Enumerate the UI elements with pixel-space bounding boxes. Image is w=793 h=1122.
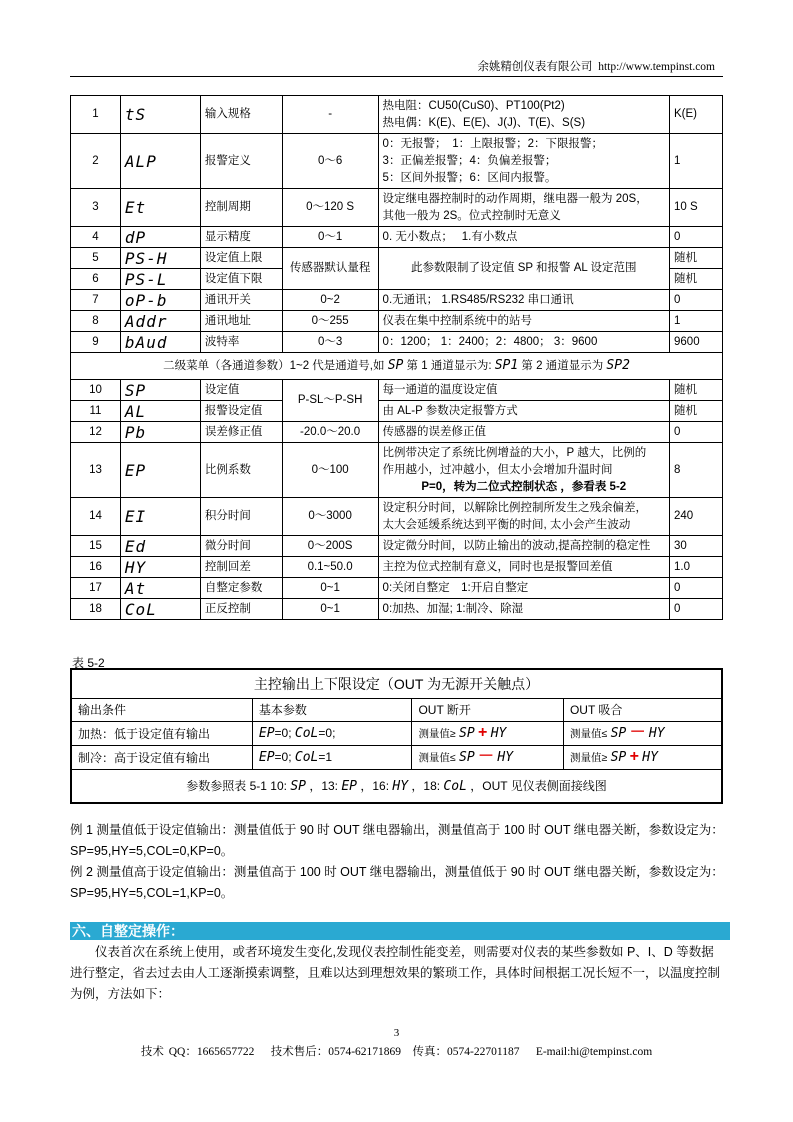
param-range: P-SL～P-SH: [282, 380, 378, 422]
row-number: 17: [71, 578, 121, 599]
submenu-text: 第 1 通道显示为:: [406, 360, 492, 372]
param-range: 0~1: [282, 599, 378, 620]
param-default: 0: [670, 599, 723, 620]
row-number: 9: [71, 332, 121, 353]
param-range: 0~2: [282, 290, 378, 311]
table-row: [71, 722, 722, 746]
table-row: [71, 380, 723, 401]
on-prefix: 测量值≤: [569, 728, 608, 740]
param-code: Pb: [120, 422, 200, 443]
param-desc: [378, 380, 669, 401]
param-default: 随机: [670, 269, 723, 290]
output-condition: 制冷：高于设定值有输出: [71, 746, 252, 770]
param-default: 9600: [670, 332, 723, 353]
row-number: 7: [71, 290, 121, 311]
param-desc-text: 此参数限制了设定值 SP 和报警 AL 设定范围: [411, 262, 637, 274]
row-number: 3: [71, 189, 121, 227]
param-desc: [378, 599, 669, 620]
param-range: 0~1: [282, 578, 378, 599]
page-footer: 技术 QQ：1665657722 技术售后：0574-62171869 传真：0574-22701187 E-mail:hi@tempinst.com: [140, 1046, 653, 1058]
table-row: [71, 746, 722, 770]
table-row: [71, 248, 723, 269]
param-code: dP: [120, 227, 200, 248]
param-desc-text: 设定积分时间，以解除比例控制所发生之残余偏差， 太大会延缓系统达到平衡的时间, 太小会产生波动: [382, 501, 648, 531]
section-heading: [70, 922, 730, 940]
param-range: -: [282, 96, 378, 134]
param-default: 0: [670, 578, 723, 599]
submenu-row: [71, 353, 723, 380]
table-row: [71, 422, 723, 443]
row-number: 11: [71, 401, 121, 422]
param-default: K(E): [670, 96, 723, 134]
note-text: ，OUT 见仪表侧面接线图: [470, 778, 607, 793]
param-name: 显示精度: [200, 227, 282, 248]
param-default: 1.0: [670, 557, 723, 578]
param-desc-text: 仪表在集中控制系统中的站号: [382, 314, 533, 327]
submenu-text: 第 2 通道显示为: [521, 360, 604, 372]
basic-params: [252, 746, 412, 770]
row-number: 8: [71, 311, 121, 332]
param-code: SP: [120, 380, 200, 401]
param-code: AL: [120, 401, 200, 422]
param-desc: [378, 332, 669, 353]
param-name: 波特率: [200, 332, 282, 353]
param-name: 报警设定值: [200, 401, 282, 422]
param-desc: [378, 227, 669, 248]
param-code: PS-L: [120, 269, 200, 290]
submenu-code: SP2: [606, 358, 630, 373]
param-desc: [378, 248, 669, 290]
param-desc-text: 0:加热、加湿; 1:制冷、除湿: [382, 602, 524, 615]
param-desc-text: 0:关闭自整定 1:开启自整定: [382, 581, 529, 594]
param-name: 设定值上限: [200, 248, 282, 269]
section-body: 仪表首次在系统上使用，或者环境发生变化,发现仪表控制性能变差，则需要对仪表的某些参数如 P、I、D 等数据进行整定，省去过去由人工逐渐摸索调整，且难以达到理想效果的繁琐工作，具体时间根据工况长短不一，以温度控制为例，方法如下：: [70, 945, 721, 1001]
param-range: 0～255: [282, 311, 378, 332]
column-header: 基本参数: [252, 699, 412, 722]
param-desc-text: 0. 无小数点； 1.有小数点: [382, 230, 518, 243]
row-number: 13: [71, 443, 121, 498]
table-row: [71, 134, 723, 189]
param-code: At: [120, 578, 200, 599]
param-desc-text: 设定微分时间，以防止输出的波动,提高控制的稳定性: [382, 539, 651, 552]
param-desc: [378, 422, 669, 443]
row-number: 16: [71, 557, 121, 578]
param-desc: [378, 401, 669, 422]
column-header: 输出条件: [71, 699, 252, 722]
param-range: -20.0～20.0: [282, 422, 378, 443]
param-name: 正反控制: [200, 599, 282, 620]
table-row: [71, 536, 723, 557]
company-name: 余姚精创仪表有限公司: [477, 61, 593, 73]
param-code: EP: [258, 750, 275, 765]
operator-sign: +: [629, 748, 639, 765]
param-value: =0;: [274, 726, 292, 740]
row-number: 12: [71, 422, 121, 443]
param-desc: [378, 96, 669, 134]
param-default: 随机: [670, 401, 723, 422]
param-desc: [378, 443, 669, 498]
on-prefix: 测量值≥: [569, 752, 608, 764]
param-code: oP-b: [120, 290, 200, 311]
row-number: 1: [71, 96, 121, 134]
param-name: 控制周期: [200, 189, 282, 227]
param-code: SP: [459, 726, 475, 741]
row-number: 14: [71, 498, 121, 536]
table-row: [71, 599, 723, 620]
param-desc: [378, 557, 669, 578]
param-default: 0: [670, 227, 723, 248]
column-header: OUT 断开: [412, 699, 564, 722]
param-default: 随机: [670, 380, 723, 401]
note-code: CoL: [443, 778, 467, 794]
table-row: [71, 557, 723, 578]
table-row: [71, 401, 723, 422]
table-row: [71, 311, 723, 332]
out-off-cond: [412, 746, 564, 770]
note-code: SP: [290, 778, 306, 794]
company-url: http://www.tempinst.com: [598, 61, 715, 73]
param-value: =1: [318, 750, 333, 764]
param-desc-text: 每一通道的温度设定值: [382, 383, 498, 396]
row-number: 10: [71, 380, 121, 401]
param-name: 积分时间: [200, 498, 282, 536]
param-desc-note: P=0，转为二位式控制状态 ，参看表 5-2: [421, 480, 627, 493]
table-row: [71, 290, 723, 311]
param-code: Et: [120, 189, 200, 227]
note-text: ，16:: [360, 778, 390, 793]
param-default: 240: [670, 498, 723, 536]
param-default: 随机: [670, 248, 723, 269]
example-2: 例 2 测量值高于设定值输出：测量值高于 100 时 OUT 继电器输出，测量值低于 90 时 OUT 继电器关断，参数设定为：SP=95,HY=5,COL=1,KP=0。: [70, 865, 724, 900]
param-name: 通讯开关: [200, 290, 282, 311]
note-text: ，13:: [309, 778, 339, 793]
row-number: 4: [71, 227, 121, 248]
param-code: CoL: [120, 599, 200, 620]
param-name: 报警定义: [200, 134, 282, 189]
off-prefix: 测量值≥: [418, 728, 456, 740]
param-desc: [378, 498, 669, 536]
param-desc: [378, 189, 669, 227]
output-table-title: 主控输出上下限设定（OUT 为无源开关触点）: [71, 669, 722, 699]
note-code: HY: [392, 778, 409, 794]
output-note-row: [71, 770, 722, 804]
row-number: 6: [71, 269, 121, 290]
section-title: 六、自整定操作：: [72, 923, 184, 939]
output-condition: 加热：低于设定值有输出: [71, 722, 252, 746]
param-desc-text: 由 AL-P 参数决定报警方式: [382, 404, 518, 417]
param-code: HY: [497, 750, 514, 765]
param-desc-text: 设定继电器控制时的动作周期，继电器一般为 20S， 其他一般为 2S。位式控制时无意义: [382, 192, 648, 222]
table-label: 表 5-2: [72, 656, 105, 670]
submenu-text: 二级菜单（各通道参数）1~2 代是通道号,如: [163, 360, 385, 372]
param-name: 通讯地址: [200, 311, 282, 332]
table-row: [71, 189, 723, 227]
param-desc: [378, 536, 669, 557]
param-desc-text: 传感器的误差修正值: [382, 425, 487, 438]
param-range: 0～100: [282, 443, 378, 498]
param-name: 设定值: [200, 380, 282, 401]
row-number: 5: [71, 248, 121, 269]
param-code: HY: [490, 726, 507, 741]
column-header: OUT 吸合: [563, 699, 722, 722]
out-on-cond: [563, 722, 722, 746]
param-range: 0～3: [282, 332, 378, 353]
param-range: 0～120 S: [282, 189, 378, 227]
table-row: [71, 443, 723, 498]
param-range: 0～3000: [282, 498, 378, 536]
param-default: 8: [670, 443, 723, 498]
table-row: [71, 498, 723, 536]
param-range: 0.1~50.0: [282, 557, 378, 578]
table-row: [71, 578, 723, 599]
note-text: ，18:: [411, 778, 441, 793]
param-code: bAud: [120, 332, 200, 353]
param-code: tS: [120, 96, 200, 134]
param-range: 传感器默认量程: [282, 248, 378, 290]
param-name: 微分时间: [200, 536, 282, 557]
parameter-table: [70, 95, 723, 620]
param-code: SP: [610, 726, 627, 741]
table-row: [71, 96, 723, 134]
out-off-cond: [412, 722, 564, 746]
page-number: 3: [393, 1027, 400, 1039]
output-table: [70, 668, 723, 804]
param-default: 0: [670, 290, 723, 311]
param-code: Addr: [120, 311, 200, 332]
param-code: EI: [120, 498, 200, 536]
param-code: Ed: [120, 536, 200, 557]
page-header: [477, 58, 715, 74]
header-divider: [70, 76, 723, 77]
out-on-cond: [563, 746, 722, 770]
param-default: 1: [670, 311, 723, 332]
table-row: [71, 227, 723, 248]
param-code: EP: [120, 443, 200, 498]
param-code: EP: [258, 726, 275, 741]
operator-sign: －: [478, 748, 495, 765]
param-name: 控制回差: [200, 557, 282, 578]
row-number: 2: [71, 134, 121, 189]
param-code: SP: [459, 750, 475, 765]
param-code: CoL: [294, 726, 319, 741]
param-default: 10 S: [670, 189, 723, 227]
param-code: ALP: [120, 134, 200, 189]
row-number: 18: [71, 599, 121, 620]
submenu-code: SP: [387, 358, 404, 373]
param-desc: [378, 578, 669, 599]
param-range: 0～200S: [282, 536, 378, 557]
off-prefix: 测量值≤: [418, 752, 456, 764]
param-desc-text: 主控为位式控制有意义，同时也是报警回差值: [382, 560, 613, 573]
param-desc-text: 比例带决定了系统比例增益的大小，P 越大，比例的 作用越小，过冲越小，但太小会增加升温时间: [382, 446, 647, 476]
param-desc: [378, 134, 669, 189]
note-code: EP: [341, 778, 358, 794]
note-text: 参数参照表 5-1 10:: [186, 778, 287, 793]
param-desc-text: 0.无通讯； 1.RS485/RS232 串口通讯: [382, 293, 574, 306]
param-name: 误差修正值: [200, 422, 282, 443]
param-default: 1: [670, 134, 723, 189]
row-number: 15: [71, 536, 121, 557]
output-table-header: [71, 699, 722, 722]
param-code: HY: [648, 726, 665, 741]
param-name: 输入规格: [200, 96, 282, 134]
param-value: =0;: [274, 750, 292, 764]
param-code: HY: [120, 557, 200, 578]
operator-sign: +: [478, 724, 488, 741]
param-name: 自整定参数: [200, 578, 282, 599]
param-desc-text: 0：1200； 1：2400；2：4800； 3：9600: [382, 335, 598, 348]
param-code: HY: [642, 750, 658, 765]
param-desc-text: 0：无报警； 1：上限报警；2：下限报警； 3：正偏差报警；4：负偏差报警； 5：区间外报警；6：区间内报警。: [382, 137, 603, 184]
submenu-code: SP1: [494, 358, 519, 373]
operator-sign: －: [629, 724, 646, 741]
param-value: =0;: [318, 726, 336, 740]
table-row: [71, 332, 723, 353]
example-1: 例 1 测量值低于设定值输出：测量值低于 90 时 OUT 继电器输出，测量值高于 100 时 OUT 继电器关断，参数设定为：SP=95,HY=5,COL=0,KP=0。: [70, 823, 724, 858]
param-default: 30: [670, 536, 723, 557]
basic-params: [252, 722, 412, 746]
param-desc: [378, 290, 669, 311]
param-name: 设定值下限: [200, 269, 282, 290]
param-code: PS-H: [120, 248, 200, 269]
param-desc-text: 热电阻：CU50(CuS0)、PT100(Pt2) 热电偶：K(E)、E(E)、J(J)、T(E)、S(S): [382, 99, 586, 129]
param-default: 0: [670, 422, 723, 443]
param-name: 比例系数: [200, 443, 282, 498]
param-code: SP: [610, 750, 627, 765]
param-range: 0～6: [282, 134, 378, 189]
param-code: CoL: [294, 750, 319, 765]
param-desc: [378, 311, 669, 332]
param-range: 0～1: [282, 227, 378, 248]
